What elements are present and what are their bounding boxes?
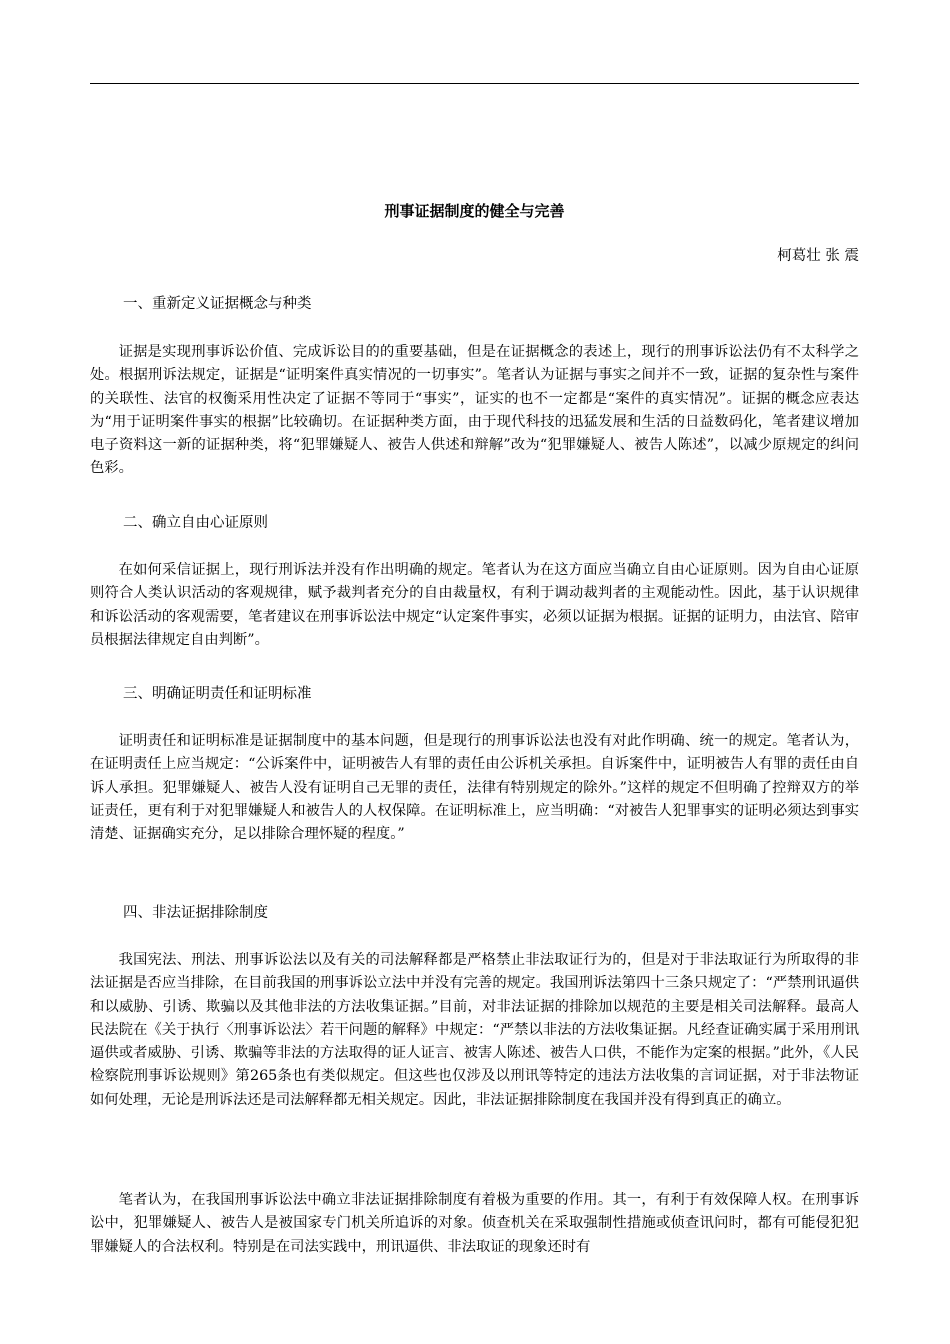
section-heading-2: 二、确立自由心证原则: [123, 515, 268, 531]
section-heading-3: 三、明确证明责任和证明标准: [123, 686, 312, 702]
section-heading-4: 四、非法证据排除制度: [123, 905, 268, 921]
section-4-paragraph-2: 笔者认为，在我国刑事诉讼法中确立非法证据排除制度有着极为重要的作用。其一，有利于有效保障人权。在刑事诉讼中，犯罪嫌疑人、被告人是被国家专门机关所追诉的对象。侦查机关在采取强制性措施或侦查讯问时，都有可能侵犯犯罪嫌疑人的合法权利。特别是在司法实践中，刑讯逼供、非法取证的现象还时有: [90, 1192, 859, 1255]
section-heading-1: 一、重新定义证据概念与种类: [123, 296, 312, 312]
section-1-paragraph-1: 证据是实现刑事诉讼价值、完成诉讼目的的重要基础，但是在证据概念的表述上，现行的刑事诉讼法仍有不太科学之处。根据刑诉法规定，证据是“证明案件真实情况的一切事实”。笔者认为证据与事实之间并不一致，证据的复杂性与案件的关联性、法官的权衡采用性决定了证据不等同于“事实”，证实的也不一定都是“案件的真实情况”。证据的概念应表达为“用于证明案件事实的根据”比较确切。在证据种类方面，由于现代科技的迅猛发展和生活的日益数码化，笔者建议增加电子资料这一新的证据种类，将“犯罪嫌疑人、被告人供述和辩解”改为“犯罪嫌疑人、被告人陈述”，以减少原规定的纠问色彩。: [90, 344, 859, 477]
section-4-paragraph-1: 我国宪法、刑法、刑事诉讼法以及有关的司法解释都是严格禁止非法取证行为的，但是对于非法取证行为所取得的非法证据是否应当排除，在目前我国的刑事诉讼立法中并没有完善的规定。我国刑诉法第四十三条只规定了：“严禁刑讯逼供和以威胁、引诱、欺骗以及其他非法的方法收集证据。”目前，对非法证据的排除加以规范的主要是相关司法解释。最高人民法院在《关于执行〈刑事诉讼法〉若干问题的解释》中规定：“严禁以非法的方法收集证据。凡经查证确实属于采用刑讯逼供或者威胁、引诱、欺骗等非法的方法取得的证人证言、被害人陈述、被告人口供，不能作为定案的根据。”此外，《人民检察院刑事诉讼规则》第265条也有类似规定。但这些也仅涉及以刑讯等特定的违法方法收集的言词证据，对于非法物证如何处理，无论是刑诉法还是司法解释都无相关规定。因此，非法证据排除制度在我国并没有得到真正的确立。: [90, 952, 859, 1108]
document-title: 刑事证据制度的健全与完善: [384, 202, 565, 220]
section-2-paragraph-1: 在如何采信证据上，现行刑诉法并没有作出明确的规定。笔者认为在这方面应当确立自由心证原则。因为自由心证原则符合人类认识活动的客观规律，赋予裁判者充分的自由裁量权，有利于调动裁判者的主观能动性。因此，基于认识规律和诉讼活动的客观需要，笔者建议在刑事诉讼法中规定“认定案件事实，必须以证据为根据。证据的证明力，由法官、陪审员根据法律规定自由判断”。: [90, 562, 859, 648]
section-3-paragraph-1: 证明责任和证明标准是证据制度中的基本问题，但是现行的刑事诉讼法也没有对此作明确、统一的规定。笔者认为，在证明责任上应当规定：“公诉案件中，证明被告人有罪的责任由公诉机关承担。自诉案件中，证明被告人有罪的责任由自诉人承担。犯罪嫌疑人、被告人没有证明自己无罪的责任，法律有特别规定的除外。”这样的规定不但明确了控辩双方的举证责任，更有利于对犯罪嫌疑人和被告人的人权保障。在证明标准上，应当明确：“对被告人犯罪事实的证明必须达到事实清楚、证据确实充分，足以排除合理怀疑的程度。”: [90, 733, 859, 843]
document-authors: 柯葛壮 张 震: [777, 248, 859, 264]
header-rule: [90, 83, 859, 84]
